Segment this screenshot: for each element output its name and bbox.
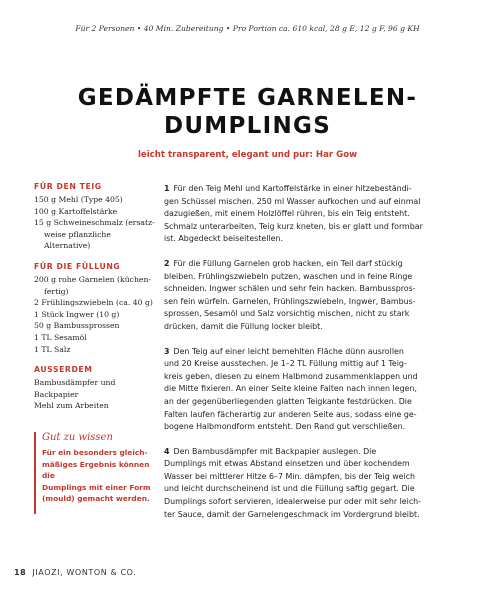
page-footer [14,568,136,577]
step-1 [164,183,462,246]
step-number: 4 [164,446,170,456]
title-line-1: GEDÄMPFTE GARNELEN- [77,85,418,111]
step-4 [164,446,462,522]
step-line: und 20 Kreise ausstechen. Je 1–2 TL Füllung mittig auf 1 Teig- [164,359,407,369]
ingredient-item [34,217,156,252]
ingredient-line: 1 TL Sesamöl [34,332,87,342]
ingredient-item [34,320,156,332]
step-line: dazugießen, mit einem Holzlöffel rühren, bis ein Teig entsteht. [164,209,410,219]
ingredient-line: 1 Stück Ingwer (10 g) [34,309,120,319]
step-line: bogene Halbmondform entsteht. Den Rand gut verschließen. [164,422,406,432]
tip-line: Dumplings mit einer Form [42,482,151,492]
step-line: drücken, damit die Füllung locker bleibt. [164,321,323,331]
ingredient-item [34,377,156,400]
ingredient-line: 150 g Mehl (Type 405) [34,195,123,204]
step-line: Schmalz unterarbeiten, Teig kurz kneten, bis er glatt und formbar [164,221,423,231]
ingredient-line-cont: weise pflanzliche Alternative) [44,229,111,251]
step-line: kreis geben, diesen zu einem Halbmond zusammenklappen und [164,371,418,381]
ingredient-item [34,309,156,321]
chapter-name: JIAOZI, WONTON & CO. [32,568,137,577]
page-number: 18 [14,568,27,577]
heading-ausserdem: AUSSERDEM [34,365,93,375]
step-line: Dumplings sofort servieren, idealerweise pur oder mit sehr leich- [164,497,422,507]
ingredients-column [34,181,156,412]
heading-fuellung: FÜR DIE FÜLLUNG [34,261,121,271]
step-line: ist. Abgedeckt beiseitestellen. [164,234,284,244]
step-line: Falten laufen fächerartig zur anderen Seite aus, sodass eine ge- [164,409,417,419]
ingredient-item [34,274,156,297]
ingredient-line: 50 g Bambussprossen [34,321,120,331]
ingredient-line: 200 g rohe Garnelen (küchen- [34,274,151,284]
ingredient-item [34,297,156,309]
step-2 [164,258,462,334]
recipe-title [0,84,495,140]
step-line: schneiden. Ingwer schälen und sehr fein hacken. Bambusspros- [164,284,416,294]
step-line: Dumplings mit etwas Abstand einsetzen und über kochendem [164,459,410,469]
recipe-meta: Für 2 Personen • 40 Min. Zubereitung • Pro Portion ca. 610 kcal, 28 g E, 12 g F, 96 g KH [75,24,420,33]
step-line: ter Sauce, damit der Garnelengeschmack im Vordergrund bleibt. [164,509,420,519]
heading-teig: FÜR DEN TEIG [34,182,102,191]
ingredient-item [34,206,156,218]
step-3 [164,346,462,434]
step-line: 1 Für den Teig Mehl und Kartoffelstärke in einer hitzebeständi- [164,184,412,193]
step-line: 2 Für die Füllung Garnelen grob hacken, ein Teil darf stückig [164,258,403,268]
tip-box [34,432,164,514]
step-line: bleiben. Frühlingszwiebeln putzen, waschen und in feine Ringe [164,271,413,281]
step-number: 2 [164,258,170,268]
instructions-column [164,183,462,533]
ingredient-line: Mehl zum Arbeiten [34,401,109,411]
tip-line: Für ein besonders gleich- [42,448,148,457]
ingredient-line: 1 TL Salz [34,344,71,354]
step-line: 4 Den Bambusdämpfer mit Backpapier auslegen. Die [164,446,377,456]
step-line: und leicht durchscheinend ist und die Füllung saftig gegart. Die [164,484,415,494]
step-line: Wasser bei mittlerer Hitze 6–7 Min. dämpfen, bis der Teig weich [164,471,416,481]
ingredient-item [34,332,156,344]
ingredient-line: 100 g Kartoffelstärke [34,206,118,216]
step-line: sprossen, Sesamöl und Salz vorsichtig mischen, nicht zu stark [164,309,410,319]
ingredient-item [34,344,156,356]
title-line-2: DUMPLINGS [163,113,332,139]
ingredient-line: 15 g Schweineschmalz (ersatz- [34,218,155,228]
ingredient-line: Bambusdämpfer und Backpapier [34,378,116,399]
ingredient-line: 2 Frühlingszwiebeln (ca. 40 g) [34,298,153,308]
step-number: 1 [164,184,170,193]
step-line: 3 Den Teig auf einer leicht bemehlten Fläche dünn ausrollen [164,346,404,356]
tip-heading: Gut zu wissen [42,432,113,443]
step-line: die Mitte fixieren. An einer Seite kleine Falten nach innen legen, [164,384,417,394]
step-line: sen fein würfeln. Garnelen, Frühlingszwiebeln, Ingwer, Bambus- [164,296,416,306]
step-line: an der gegenüberliegenden glatten Teigkante festdrücken. Die [164,396,412,406]
step-line: gen Schüssel mischen. 250 ml Wasser aufkochen und auf einmal [164,196,421,206]
step-number: 3 [164,346,170,356]
ingredient-item [34,194,156,206]
recipe-subtitle: leicht transparent, elegant und pur: Har Gow [137,150,358,160]
tip-line: mäßiges Ergebnis können die [42,459,150,481]
ingredient-line-cont: fertig) [44,286,69,296]
tip-line: (mould) gemacht werden. [42,494,150,504]
ingredient-item [34,400,156,412]
